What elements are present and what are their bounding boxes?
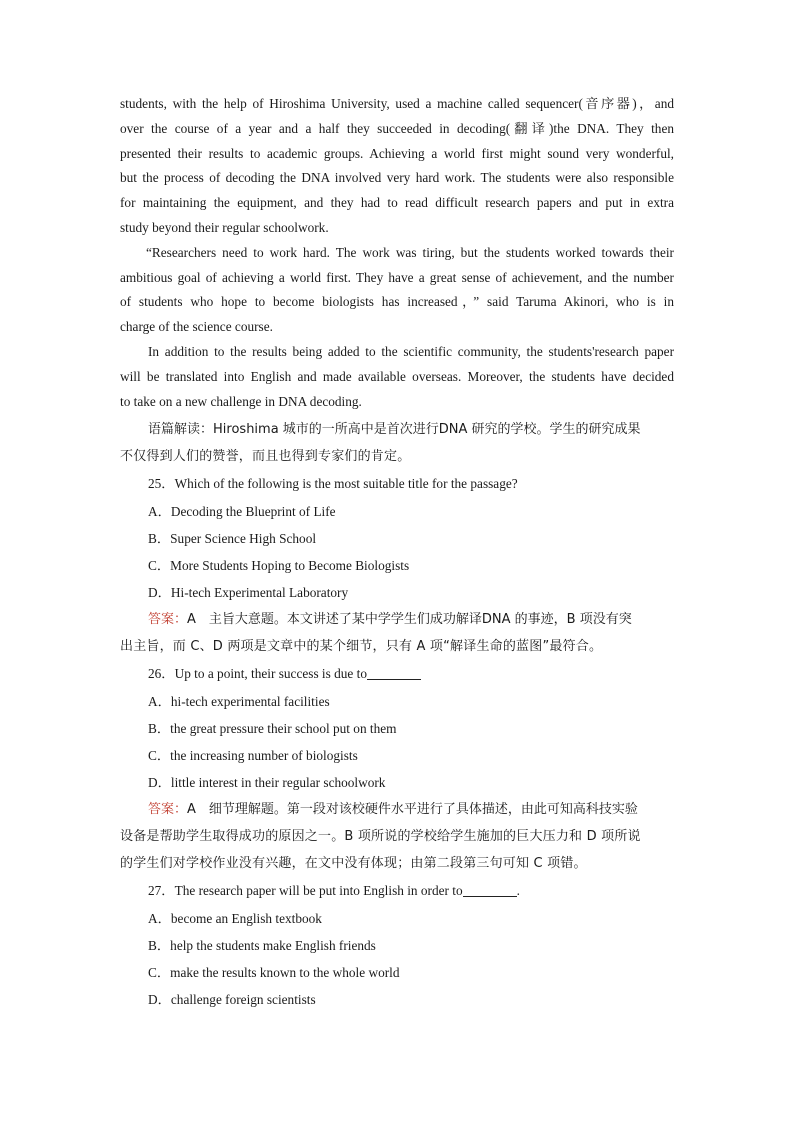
summary-line-1: Hiroshima 城市的一所高中是首次进行DNA 研究的学校。学生的研究成果 [213, 422, 641, 438]
stem-end: . [516, 883, 520, 899]
answer-blank [367, 665, 421, 680]
text-line: presented their results to academic groups. Achieving a world first might sound very wonderful, [120, 145, 674, 161]
text-line: charge of the science course. [120, 319, 273, 335]
text-line: In addition to the results being added to the scientific community, the students'research paper [148, 343, 674, 359]
passage-paragraph-3 [120, 340, 674, 414]
question-stem: 25．Which of the following is the most suitable title for the passage? [148, 476, 518, 492]
answer-label: 答案： [148, 802, 188, 818]
question-stem: 26．Up to a point, their success is due to [148, 666, 367, 682]
summary-label: 语篇解读： [148, 422, 214, 438]
option-b: B．Super Science High School [148, 530, 317, 546]
document-page [120, 92, 674, 1013]
text-line: for maintaining the equipment, and they had to read difficult research papers and put in extra [120, 195, 674, 211]
answer-text-continued: 的学生们对学校作业没有兴趣，在文中没有体现；由第二段第三句可知 C 项错。 [120, 856, 587, 872]
option-c: C．More Students Hoping to Become Biologists [148, 557, 410, 573]
text-line: to take on a new challenge in DNA decoding. [120, 393, 362, 409]
answer-text-continued: 设备是帮助学生取得成功的原因之一。B 项所说的学校给学生施加的巨大压力和 D 项所说 [120, 829, 641, 845]
option-c: C．the increasing number of biologists [148, 747, 358, 763]
text-line: ambitious goal of achieving a world first. They have a great sense of achievement, and the number [120, 269, 674, 285]
text-line: of students who hope to become biologists has increased，” said Taruma Akinori, who is in [120, 294, 674, 310]
option-a: A．become an English textbook [148, 910, 322, 926]
option-d: D．challenge foreign scientists [148, 992, 316, 1008]
passage-paragraph-2 [120, 241, 674, 340]
answer-blank [463, 882, 517, 897]
passage-paragraph-1 [120, 92, 674, 241]
answer-explanation [120, 606, 674, 633]
option-a: A．Decoding the Blueprint of Life [148, 503, 336, 519]
answer-explanation [120, 796, 674, 823]
text-line: “Researchers need to work hard. The work was tiring, but the students worked towards their [146, 244, 674, 260]
text-line: study beyond their regular schoolwork. [120, 219, 329, 235]
option-d: D．little interest in their regular schoolwork [148, 775, 386, 791]
text-line: students, with the help of Hiroshima University, used a machine called sequencer(音序器)，and [120, 96, 674, 111]
option-d: D．Hi-tech Experimental Laboratory [148, 585, 349, 601]
answer-label: 答案： [148, 612, 188, 628]
option-c: C．make the results known to the whole world [148, 965, 400, 980]
answer-text: A 细节理解题。第一段对该校硬件水平进行了具体描述，由此可知高科技实验 [187, 802, 638, 818]
text-line: over the course of a year and a half they succeeded in decoding(翻译)the DNA. They then [120, 120, 674, 136]
answer-text-continued: 出主旨，而 C、D 两项是文章中的某个细节，只有 A 项“解译生命的蓝图”最符合。 [120, 639, 603, 655]
option-b: B．help the students make English friends [148, 937, 376, 953]
question-stem: 27．The research paper will be put into English in order to [148, 883, 463, 899]
question-27 [120, 877, 674, 1013]
option-a: A．hi-tech experimental facilities [148, 693, 330, 709]
text-line: but the process of decoding the DNA involved very hard work. The students were also responsible [120, 170, 674, 186]
option-b: B．the great pressure their school put on them [148, 720, 397, 736]
text-line: will be translated into English and made available overseas. Moreover, the students have decided [120, 368, 674, 384]
answer-text: A 主旨大意题。本文讲述了某中学学生们成功解译DNA 的事迹，B 项没有突 [187, 612, 632, 628]
question-26 [120, 660, 674, 877]
summary-line-2: 不仅得到人们的赞誉，而且也得到专家们的肯定。 [120, 449, 411, 465]
question-25 [120, 470, 674, 660]
passage-summary [120, 416, 674, 470]
